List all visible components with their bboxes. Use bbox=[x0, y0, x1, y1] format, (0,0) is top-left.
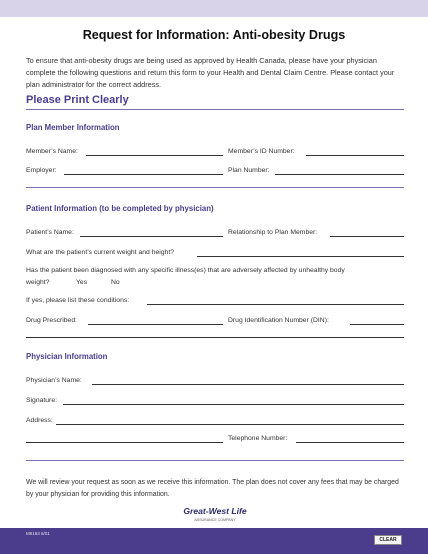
no-option[interactable]: No bbox=[111, 279, 120, 286]
member-id-field[interactable] bbox=[306, 155, 404, 156]
illness-question-cont: weight? bbox=[26, 279, 50, 286]
plan-number-field[interactable] bbox=[275, 174, 404, 175]
page-title: Request for Information: Anti-obesity Drugs bbox=[82, 28, 346, 42]
physician-name-label: Physician’s Name: bbox=[26, 377, 82, 384]
employer-field[interactable] bbox=[64, 174, 223, 175]
plan-member-section-title: Plan Member Information bbox=[26, 123, 120, 132]
member-name-label: Member’s Name: bbox=[26, 148, 78, 155]
top-band bbox=[0, 0, 428, 17]
patient-section-title: Patient Information (to be completed by physician) bbox=[26, 204, 214, 213]
employer-label: Employer: bbox=[26, 167, 57, 174]
form-code: M6163 6/01 bbox=[26, 531, 50, 536]
weight-height-label: What are the patient’s current weight and height? bbox=[26, 249, 174, 256]
member-id-label: Member’s ID Number: bbox=[228, 148, 295, 155]
signature-label: Signature: bbox=[26, 397, 57, 404]
bottom-band bbox=[0, 528, 428, 554]
drug-prescribed-label: Drug Prescribed: bbox=[26, 317, 77, 324]
conditions-field[interactable] bbox=[147, 304, 404, 305]
logo-wordmark: Great-West Life bbox=[183, 506, 247, 516]
divider bbox=[26, 109, 404, 110]
extra-line-field[interactable] bbox=[26, 337, 404, 338]
divider bbox=[26, 187, 404, 188]
signature-field[interactable] bbox=[63, 404, 404, 405]
intro-paragraph: To ensure that anti-obesity drugs are being used as approved by Health Canada, please have your physician complete the following questions and return this form to your Health and Dental Claim Centre. Please contact your plan administrator for the correct address. bbox=[26, 56, 395, 89]
conditions-label: If yes, please list these conditions: bbox=[26, 297, 130, 304]
patient-name-label: Patient’s Name: bbox=[26, 229, 74, 236]
physician-name-field[interactable] bbox=[92, 384, 404, 385]
clear-button[interactable]: CLEAR bbox=[374, 535, 402, 545]
address-line-2-field[interactable] bbox=[26, 442, 223, 443]
footer-note: We will review your request as soon as we receive this information. The plan does not cover any fees that may be charged by your physician for providing this information. bbox=[26, 479, 399, 498]
address-field[interactable] bbox=[56, 424, 404, 425]
plan-number-label: Plan Number: bbox=[228, 167, 270, 174]
member-name-field[interactable] bbox=[86, 155, 223, 156]
relationship-field[interactable] bbox=[330, 236, 404, 237]
company-logo bbox=[170, 506, 260, 526]
drug-prescribed-field[interactable] bbox=[88, 324, 223, 325]
patient-name-field[interactable] bbox=[80, 236, 223, 237]
weight-height-field[interactable] bbox=[197, 256, 404, 257]
telephone-label: Telephone Number: bbox=[228, 435, 288, 442]
yes-option[interactable]: Yes bbox=[76, 279, 88, 286]
address-label: Address: bbox=[26, 417, 53, 424]
divider bbox=[26, 460, 404, 461]
logo-subtitle: ASSURANCE COMPANY bbox=[194, 518, 236, 522]
print-clearly-heading: Please Print Clearly bbox=[26, 94, 129, 106]
din-field[interactable] bbox=[350, 324, 404, 325]
relationship-label: Relationship to Plan Member: bbox=[228, 229, 318, 236]
physician-section-title: Physician Information bbox=[26, 352, 108, 361]
illness-question: Has the patient been diagnosed with any specific illness(es) that are adversely affected by unhealthy body bbox=[26, 267, 345, 274]
telephone-field[interactable] bbox=[296, 442, 404, 443]
din-label: Drug Identification Number (DIN): bbox=[228, 317, 329, 324]
